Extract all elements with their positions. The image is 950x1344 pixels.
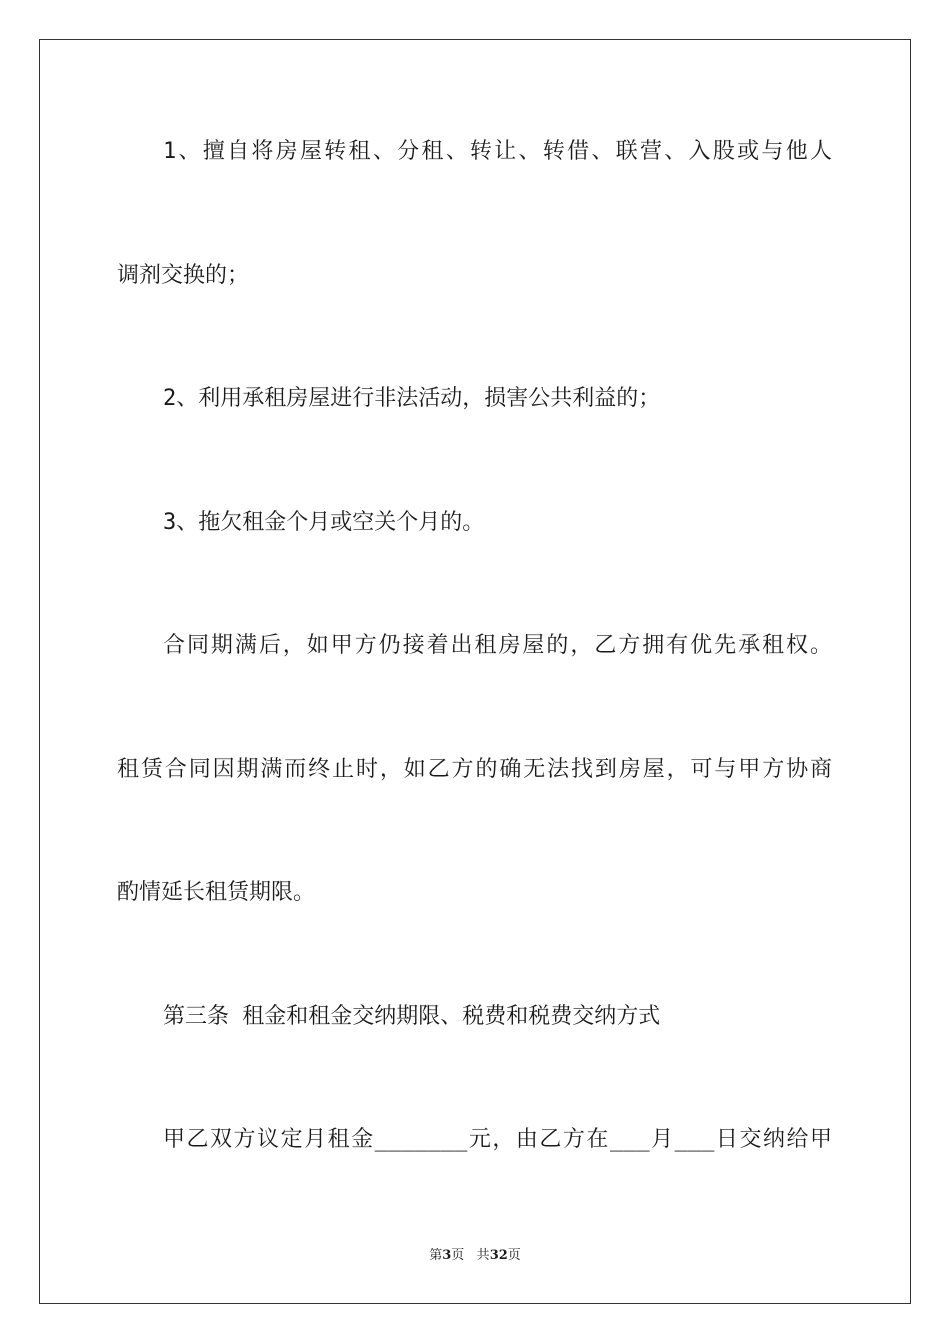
page-footer bbox=[0, 1247, 950, 1265]
paragraph-line: 合同期满后，如甲方仍接着出租房屋的，乙方拥有优先承租权。 bbox=[163, 633, 832, 658]
footer-page-prefix: 第 bbox=[429, 1248, 443, 1263]
footer-total-pages: 32 bbox=[489, 1248, 508, 1263]
footer-page-suffix: 页 bbox=[451, 1248, 465, 1263]
paragraph-line: 调剂交换的； bbox=[117, 263, 250, 288]
paragraph-line: 2、利用承租房屋进行非法活动，损害公共利益的； bbox=[163, 386, 661, 411]
paragraph-line: 租赁合同因期满而终止时，如乙方的确无法找到房屋，可与甲方协商 bbox=[117, 757, 832, 782]
page-border bbox=[39, 39, 911, 1304]
paragraph-line: 1、擅自将房屋转租、分租、转让、转借、联营、入股或与他人 bbox=[163, 139, 832, 164]
footer-total-prefix: 共 bbox=[476, 1248, 490, 1263]
paragraph-line: 甲乙双方议定月租金_______元，由乙方在___月___日交纳给甲 bbox=[163, 1127, 832, 1152]
paragraph-line: 3、拖欠租金个月或空关个月的。 bbox=[163, 510, 485, 535]
section-heading: 第三条 租金和租金交纳期限、税费和税费交纳方式 bbox=[163, 1004, 661, 1029]
footer-total-suffix: 页 bbox=[507, 1248, 521, 1263]
footer-page-number: 3 bbox=[442, 1248, 452, 1263]
paragraph-line: 酌情延长租赁期限。 bbox=[117, 880, 316, 905]
